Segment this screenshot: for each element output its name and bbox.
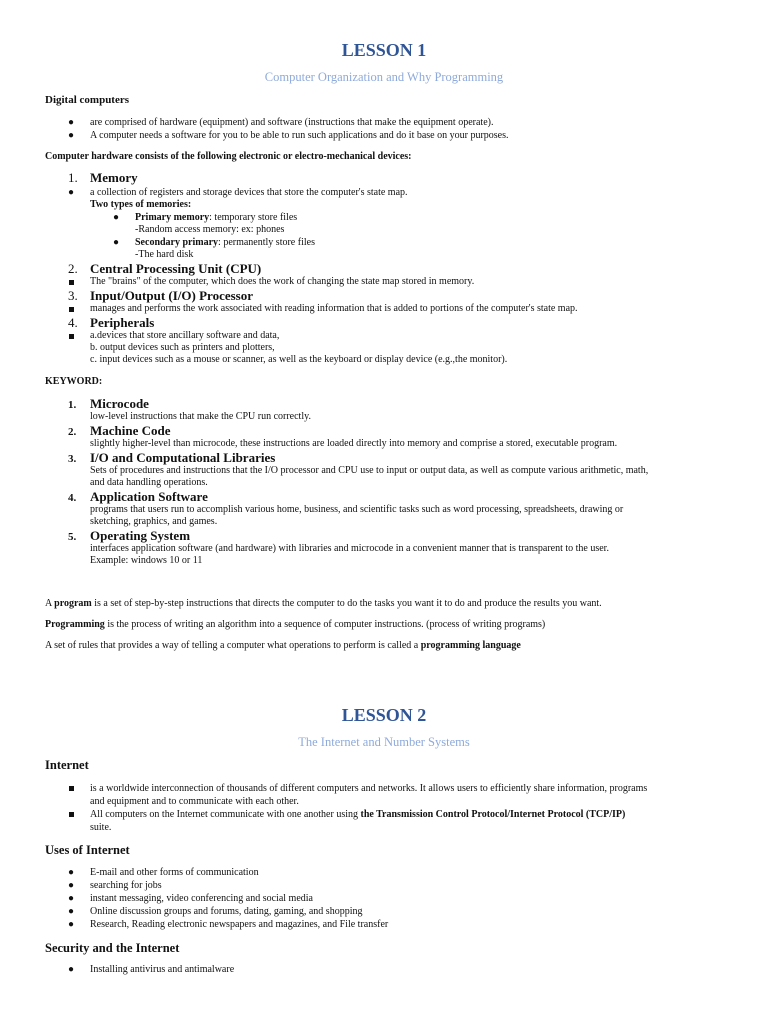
keyword-desc: low-level instructions that make the CPU run correctly. bbox=[90, 411, 311, 422]
memory-type-secondary-extra: -The hard disk bbox=[135, 249, 194, 260]
digital-computers-heading: Digital computers bbox=[45, 94, 130, 106]
keyword-desc: slightly higher-level than microcode, these instructions are loaded directly into memory and comprise a stored, executable program. bbox=[90, 438, 618, 449]
bullet-dot: ● bbox=[68, 867, 75, 878]
term-desc: : permanently store files bbox=[218, 237, 315, 248]
uses-item: Research, Reading electronic newspapers and magazines, and File transfer bbox=[90, 919, 389, 930]
keyword-title-microcode: Microcode bbox=[90, 396, 149, 411]
io-desc: manages and performs the work associated with reading information that is added to portions of the computer's state map. bbox=[90, 303, 578, 314]
term: programming language bbox=[420, 640, 521, 651]
bullet-square bbox=[69, 334, 74, 339]
memory-type-secondary bbox=[135, 237, 315, 249]
device-number: 2. bbox=[68, 261, 78, 276]
peripherals-line-2: b. output devices such as printers and plotters, bbox=[90, 342, 275, 353]
bullet-dot: ● bbox=[68, 964, 75, 975]
program-definition bbox=[45, 598, 602, 610]
memory-type-primary bbox=[135, 212, 297, 224]
keyword-desc: Sets of procedures and instructions that the I/O processor and CPU use to input or output data, as well as compute various arithmetic, math, bbox=[90, 465, 649, 476]
internet-bullet-2 bbox=[90, 809, 625, 821]
keyword-number: 5. bbox=[68, 531, 77, 543]
device-number: 4. bbox=[68, 315, 78, 330]
keyword-number: 1. bbox=[68, 399, 77, 411]
keyword-number: 3. bbox=[68, 453, 77, 465]
peripherals-line-1: a.devices that store ancillary software and data, bbox=[90, 330, 280, 341]
keyword-title-machine-code: Machine Code bbox=[90, 423, 171, 438]
hardware-intro: Computer hardware consists of the following electronic or electro-mechanical devices: bbox=[45, 151, 412, 162]
lesson2-title: LESSON 2 bbox=[341, 705, 427, 725]
uses-heading: Uses of Internet bbox=[45, 843, 130, 857]
device-number: 3. bbox=[68, 288, 78, 303]
internet-heading: Internet bbox=[45, 758, 89, 772]
keyword-desc: programs that users run to accomplish various home, business, and scientific tasks such as word processing, spreadsheets, drawing or bbox=[90, 504, 624, 515]
peripherals-line-3: c. input devices such as a mouse or scanner, as well as the keyboard or display device (e.g.,the monitor). bbox=[90, 354, 508, 365]
uses-item: searching for jobs bbox=[90, 880, 162, 891]
term: program bbox=[54, 598, 92, 609]
keyword-title-operating-system: Operating System bbox=[90, 528, 191, 543]
internet-bullet-2-cont: suite. bbox=[90, 822, 112, 833]
keyword-desc: Example: windows 10 or 11 bbox=[90, 555, 203, 566]
bullet-dot: ● bbox=[113, 237, 120, 248]
bullet-dot: ● bbox=[68, 187, 75, 198]
lesson1-title: LESSON 1 bbox=[341, 40, 427, 60]
bullet-square bbox=[69, 280, 74, 285]
security-heading: Security and the Internet bbox=[45, 941, 180, 955]
internet-bullet-1-line-2: and equipment and to communicate with each other. bbox=[90, 796, 299, 807]
security-item: Installing antivirus and antimalware bbox=[90, 964, 235, 975]
keyword-desc: interfaces application software (and hardware) with libraries and microcode in a convenient manner that is transparent to the user. bbox=[90, 543, 609, 554]
bullet-dot: ● bbox=[68, 880, 75, 891]
uses-item: Online discussion groups and forums, dating, gaming, and shopping bbox=[90, 906, 363, 917]
uses-item: instant messaging, video conferencing and social media bbox=[90, 893, 313, 904]
uses-item: E-mail and other forms of communication bbox=[90, 867, 259, 878]
internet-bullet-1-line-1: is a worldwide interconnection of thousands of different computers and networks. It allows users to efficiently share information, programs bbox=[90, 783, 648, 794]
text: A bbox=[45, 598, 55, 609]
device-title-io: Input/Output (I/O) Processor bbox=[90, 288, 253, 303]
device-number: 1. bbox=[68, 170, 78, 185]
keyword-title-io-libraries: I/O and Computational Libraries bbox=[90, 450, 276, 465]
keyword-number: 2. bbox=[68, 426, 77, 438]
keyword-desc: and data handling operations. bbox=[90, 477, 208, 488]
term: Primary memory bbox=[135, 212, 210, 223]
keyword-heading: KEYWORD: bbox=[45, 376, 103, 387]
memory-desc: a collection of registers and storage devices that store the computer's state map. bbox=[90, 187, 408, 198]
memory-type-primary-extra: -Random access memory: ex: phones bbox=[135, 224, 285, 235]
device-title-peripherals: Peripherals bbox=[90, 315, 155, 330]
bullet-dot: ● bbox=[68, 919, 75, 930]
keyword-number: 4. bbox=[68, 492, 77, 504]
memory-types-heading: Two types of memories: bbox=[90, 199, 192, 210]
bullet-square bbox=[69, 786, 74, 791]
term: Secondary primary bbox=[135, 237, 219, 248]
text: is the process of writing an algorithm into a sequence of computer instructions. (process of writing programs) bbox=[104, 619, 546, 630]
digital-bullet-2: A computer needs a software for you to be able to run such applications and do it base on your purposes. bbox=[90, 130, 509, 141]
lesson1-subtitle: Computer Organization and Why Programming bbox=[264, 70, 504, 84]
term: the Transmission Control Protocol/Internet Protocol (TCP/IP) bbox=[360, 809, 626, 820]
bullet-dot: ● bbox=[113, 212, 120, 223]
lesson2-subtitle: The Internet and Number Systems bbox=[298, 735, 470, 749]
term: Programming bbox=[45, 619, 105, 630]
bullet-dot: ● bbox=[68, 893, 75, 904]
text: All computers on the Internet communicate with one another using bbox=[90, 809, 361, 820]
cpu-desc: The "brains" of the computer, which does the work of changing the state map stored in memory. bbox=[90, 276, 475, 287]
keyword-desc: sketching, graphics, and games. bbox=[90, 516, 218, 527]
bullet-dot: ● bbox=[68, 117, 75, 128]
programming-definition bbox=[45, 619, 545, 631]
keyword-title-application-software: Application Software bbox=[90, 489, 208, 504]
bullet-dot: ● bbox=[68, 906, 75, 917]
text: is a set of step-by-step instructions that directs the computer to do the tasks you want it to do and produce the results you want. bbox=[91, 598, 602, 609]
device-title-cpu: Central Processing Unit (CPU) bbox=[90, 261, 262, 276]
text: A set of rules that provides a way of telling a computer what operations to perform is called a bbox=[45, 640, 421, 651]
device-title-memory: Memory bbox=[90, 170, 138, 185]
term-desc: : temporary store files bbox=[209, 212, 298, 223]
bullet-square bbox=[69, 307, 74, 312]
bullet-square bbox=[69, 812, 74, 817]
language-definition bbox=[45, 640, 521, 652]
bullet-dot: ● bbox=[68, 130, 75, 141]
digital-bullet-1: are comprised of hardware (equipment) and software (instructions that make the equipment operate). bbox=[90, 117, 494, 128]
